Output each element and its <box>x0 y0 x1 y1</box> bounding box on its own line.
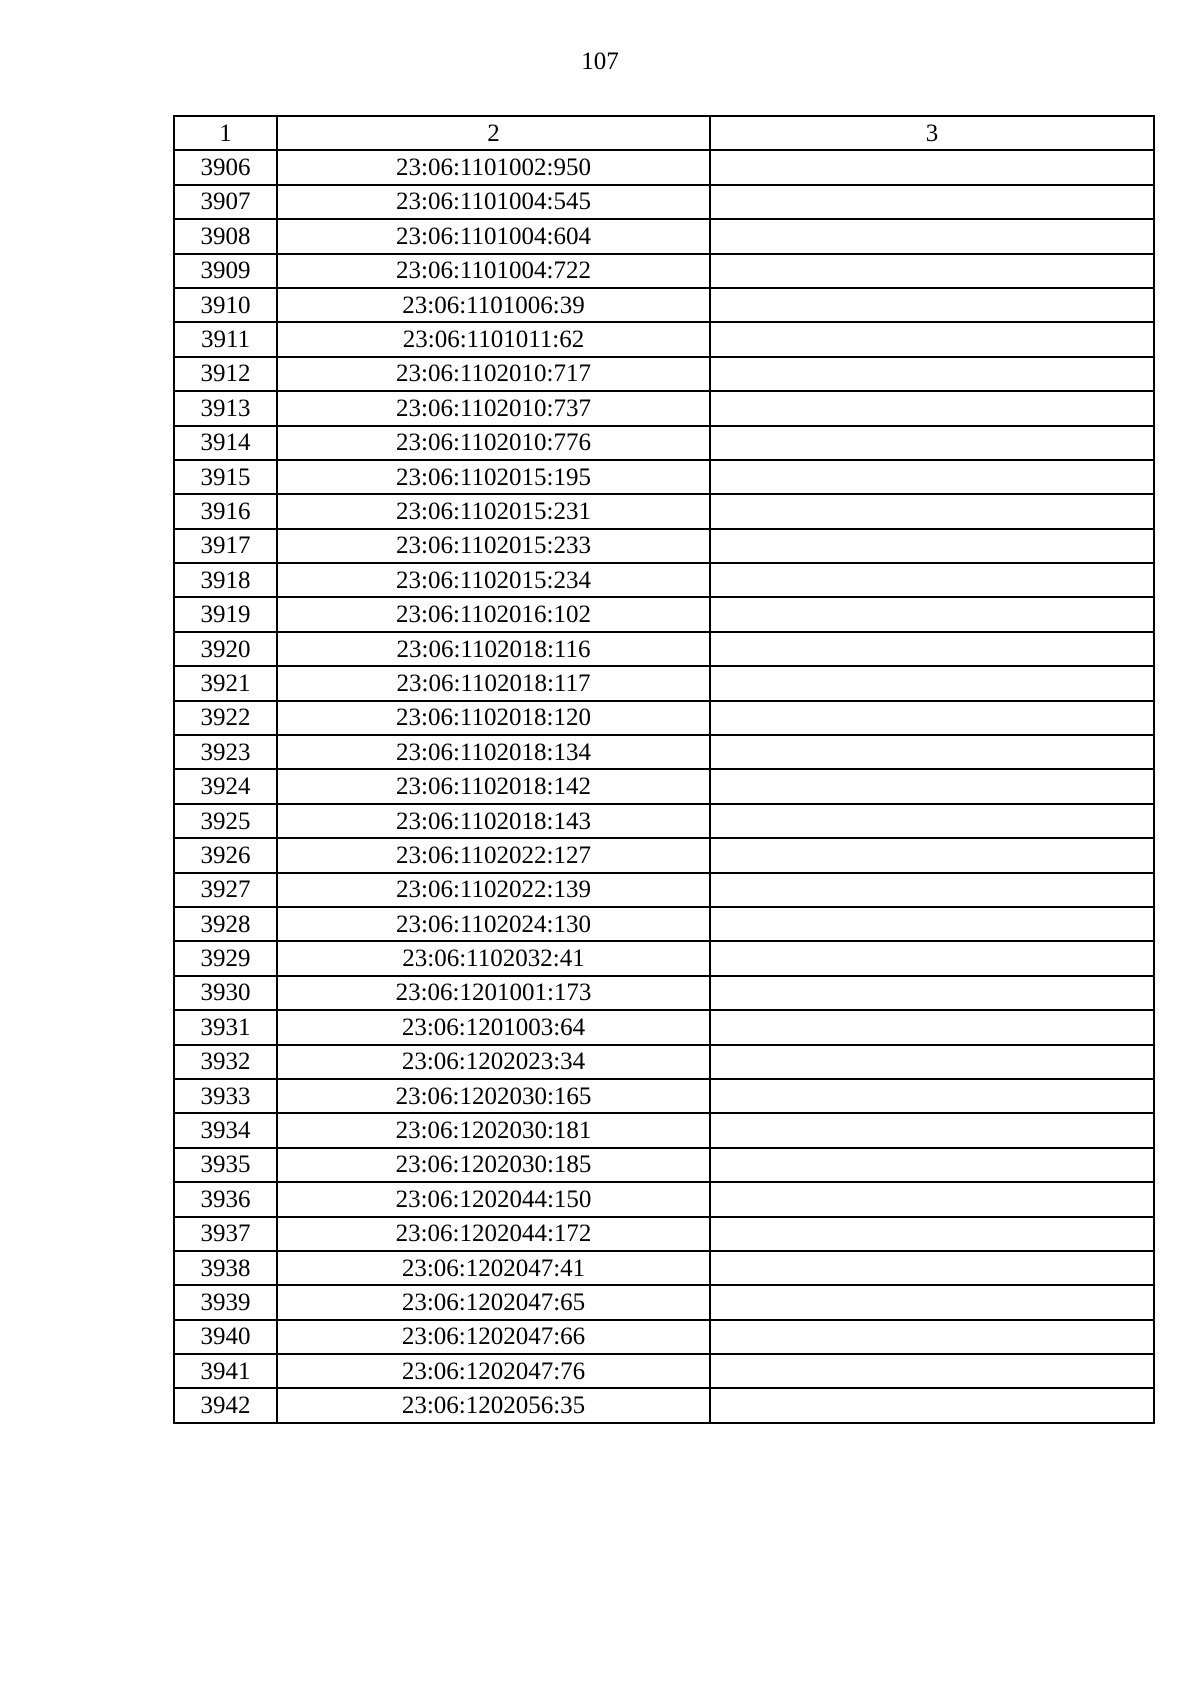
row-number-cell: 3934 <box>174 1113 277 1147</box>
table-row <box>174 529 1154 563</box>
table-row <box>174 769 1154 803</box>
cadastral-number-cell: 23:06:1102015:234 <box>277 563 710 597</box>
table-row <box>174 1148 1154 1182</box>
notes-cell <box>710 701 1154 735</box>
table-row <box>174 701 1154 735</box>
notes-cell <box>710 1354 1154 1388</box>
table-row <box>174 1320 1154 1354</box>
notes-cell <box>710 1182 1154 1216</box>
table-row <box>174 597 1154 631</box>
notes-cell <box>710 1320 1154 1354</box>
row-number-cell: 3927 <box>174 873 277 907</box>
page-number: 107 <box>581 48 619 75</box>
cadastral-number-cell: 23:06:1202047:65 <box>277 1285 710 1319</box>
table-row <box>174 1045 1154 1079</box>
notes-cell <box>710 632 1154 666</box>
table-row <box>174 1113 1154 1147</box>
row-number-cell: 3913 <box>174 391 277 425</box>
row-number-cell: 3916 <box>174 494 277 528</box>
notes-cell <box>710 1079 1154 1113</box>
table-row <box>174 1079 1154 1113</box>
table-row <box>174 254 1154 288</box>
table-row <box>174 1251 1154 1285</box>
row-number-cell: 3922 <box>174 701 277 735</box>
table-row <box>174 666 1154 700</box>
cadastral-number-table <box>173 115 1155 1424</box>
notes-cell <box>710 1285 1154 1319</box>
cadastral-number-cell: 23:06:1102015:231 <box>277 494 710 528</box>
table-row <box>174 907 1154 941</box>
table-row <box>174 219 1154 253</box>
row-number-cell: 3910 <box>174 288 277 322</box>
notes-cell <box>710 322 1154 356</box>
cadastral-number-cell: 23:06:1102018:134 <box>277 735 710 769</box>
notes-cell <box>710 391 1154 425</box>
row-number-cell: 3923 <box>174 735 277 769</box>
row-number-cell: 3933 <box>174 1079 277 1113</box>
notes-cell <box>710 976 1154 1010</box>
notes-cell <box>710 735 1154 769</box>
row-number-cell: 3940 <box>174 1320 277 1354</box>
cadastral-number-cell: 23:06:1102015:195 <box>277 460 710 494</box>
notes-cell <box>710 426 1154 460</box>
cadastral-number-cell: 23:06:1202023:34 <box>277 1045 710 1079</box>
row-number-cell: 3926 <box>174 838 277 872</box>
table-row <box>174 941 1154 975</box>
table-header-row <box>174 116 1154 150</box>
cadastral-number-cell: 23:06:1202030:185 <box>277 1148 710 1182</box>
notes-cell <box>710 1010 1154 1044</box>
cadastral-number-cell: 23:06:1102016:102 <box>277 597 710 631</box>
row-number-cell: 3937 <box>174 1217 277 1251</box>
table-row <box>174 873 1154 907</box>
table-row <box>174 494 1154 528</box>
notes-cell <box>710 769 1154 803</box>
notes-cell <box>710 460 1154 494</box>
cadastral-number-cell: 23:06:1201001:173 <box>277 976 710 1010</box>
row-number-cell: 3936 <box>174 1182 277 1216</box>
row-number-cell: 3918 <box>174 563 277 597</box>
cadastral-number-cell: 23:06:1202047:41 <box>277 1251 710 1285</box>
table-row <box>174 804 1154 838</box>
row-number-cell: 3911 <box>174 322 277 356</box>
table-row <box>174 1182 1154 1216</box>
notes-cell <box>710 1217 1154 1251</box>
table-row <box>174 185 1154 219</box>
table-row <box>174 391 1154 425</box>
table-row <box>174 563 1154 597</box>
cadastral-number-cell: 23:06:1102022:127 <box>277 838 710 872</box>
cadastral-number-cell: 23:06:1101002:950 <box>277 150 710 184</box>
row-number-cell: 3930 <box>174 976 277 1010</box>
table-body <box>174 150 1154 1422</box>
cadastral-number-cell: 23:06:1202044:172 <box>277 1217 710 1251</box>
cadastral-number-cell: 23:06:1102010:776 <box>277 426 710 460</box>
cadastral-number-cell: 23:06:1102015:233 <box>277 529 710 563</box>
notes-cell <box>710 288 1154 322</box>
column-header-3: 3 <box>710 116 1154 150</box>
cadastral-number-cell: 23:06:1102024:130 <box>277 907 710 941</box>
row-number-cell: 3909 <box>174 254 277 288</box>
notes-cell <box>710 1045 1154 1079</box>
notes-cell <box>710 563 1154 597</box>
row-number-cell: 3915 <box>174 460 277 494</box>
notes-cell <box>710 838 1154 872</box>
row-number-cell: 3912 <box>174 357 277 391</box>
cadastral-number-cell: 23:06:1102018:116 <box>277 632 710 666</box>
row-number-cell: 3939 <box>174 1285 277 1319</box>
notes-cell <box>710 1251 1154 1285</box>
table-row <box>174 1217 1154 1251</box>
cadastral-number-cell: 23:06:1202056:35 <box>277 1388 710 1422</box>
table-row <box>174 1285 1154 1319</box>
row-number-cell: 3908 <box>174 219 277 253</box>
cadastral-number-cell: 23:06:1101006:39 <box>277 288 710 322</box>
notes-cell <box>710 873 1154 907</box>
cadastral-number-cell: 23:06:1102010:717 <box>277 357 710 391</box>
table-row <box>174 735 1154 769</box>
cadastral-number-cell: 23:06:1201003:64 <box>277 1010 710 1044</box>
row-number-cell: 3938 <box>174 1251 277 1285</box>
notes-cell <box>710 907 1154 941</box>
notes-cell <box>710 941 1154 975</box>
notes-cell <box>710 150 1154 184</box>
table-row <box>174 150 1154 184</box>
row-number-cell: 3929 <box>174 941 277 975</box>
table-row <box>174 1010 1154 1044</box>
cadastral-number-cell: 23:06:1202030:181 <box>277 1113 710 1147</box>
table-row <box>174 1354 1154 1388</box>
cadastral-number-cell: 23:06:1202044:150 <box>277 1182 710 1216</box>
row-number-cell: 3917 <box>174 529 277 563</box>
notes-cell <box>710 1388 1154 1422</box>
notes-cell <box>710 804 1154 838</box>
table-row <box>174 322 1154 356</box>
cadastral-number-cell: 23:06:1101004:604 <box>277 219 710 253</box>
row-number-cell: 3921 <box>174 666 277 700</box>
table-row <box>174 976 1154 1010</box>
cadastral-number-cell: 23:06:1102032:41 <box>277 941 710 975</box>
cadastral-number-cell: 23:06:1202047:76 <box>277 1354 710 1388</box>
notes-cell <box>710 529 1154 563</box>
notes-cell <box>710 494 1154 528</box>
cadastral-number-cell: 23:06:1101004:722 <box>277 254 710 288</box>
notes-cell <box>710 357 1154 391</box>
notes-cell <box>710 1113 1154 1147</box>
cadastral-number-cell: 23:06:1202047:66 <box>277 1320 710 1354</box>
notes-cell <box>710 1148 1154 1182</box>
row-number-cell: 3924 <box>174 769 277 803</box>
table-row <box>174 288 1154 322</box>
notes-cell <box>710 597 1154 631</box>
row-number-cell: 3931 <box>174 1010 277 1044</box>
table-row <box>174 357 1154 391</box>
notes-cell <box>710 185 1154 219</box>
column-header-2: 2 <box>277 116 710 150</box>
cadastral-number-cell: 23:06:1101004:545 <box>277 185 710 219</box>
table-row <box>174 632 1154 666</box>
row-number-cell: 3920 <box>174 632 277 666</box>
cadastral-number-cell: 23:06:1102018:117 <box>277 666 710 700</box>
cadastral-number-cell: 23:06:1102010:737 <box>277 391 710 425</box>
row-number-cell: 3925 <box>174 804 277 838</box>
row-number-cell: 3941 <box>174 1354 277 1388</box>
table-row <box>174 426 1154 460</box>
table-row <box>174 1388 1154 1422</box>
notes-cell <box>710 254 1154 288</box>
row-number-cell: 3935 <box>174 1148 277 1182</box>
notes-cell <box>710 666 1154 700</box>
row-number-cell: 3942 <box>174 1388 277 1422</box>
notes-cell <box>710 219 1154 253</box>
table-row <box>174 838 1154 872</box>
cadastral-number-cell: 23:06:1102018:142 <box>277 769 710 803</box>
cadastral-number-cell: 23:06:1102022:139 <box>277 873 710 907</box>
row-number-cell: 3914 <box>174 426 277 460</box>
row-number-cell: 3928 <box>174 907 277 941</box>
table-row <box>174 460 1154 494</box>
row-number-cell: 3906 <box>174 150 277 184</box>
cadastral-number-cell: 23:06:1101011:62 <box>277 322 710 356</box>
cadastral-number-cell: 23:06:1102018:120 <box>277 701 710 735</box>
row-number-cell: 3932 <box>174 1045 277 1079</box>
cadastral-number-cell: 23:06:1202030:165 <box>277 1079 710 1113</box>
row-number-cell: 3919 <box>174 597 277 631</box>
cadastral-number-cell: 23:06:1102018:143 <box>277 804 710 838</box>
column-header-1: 1 <box>174 116 277 150</box>
row-number-cell: 3907 <box>174 185 277 219</box>
